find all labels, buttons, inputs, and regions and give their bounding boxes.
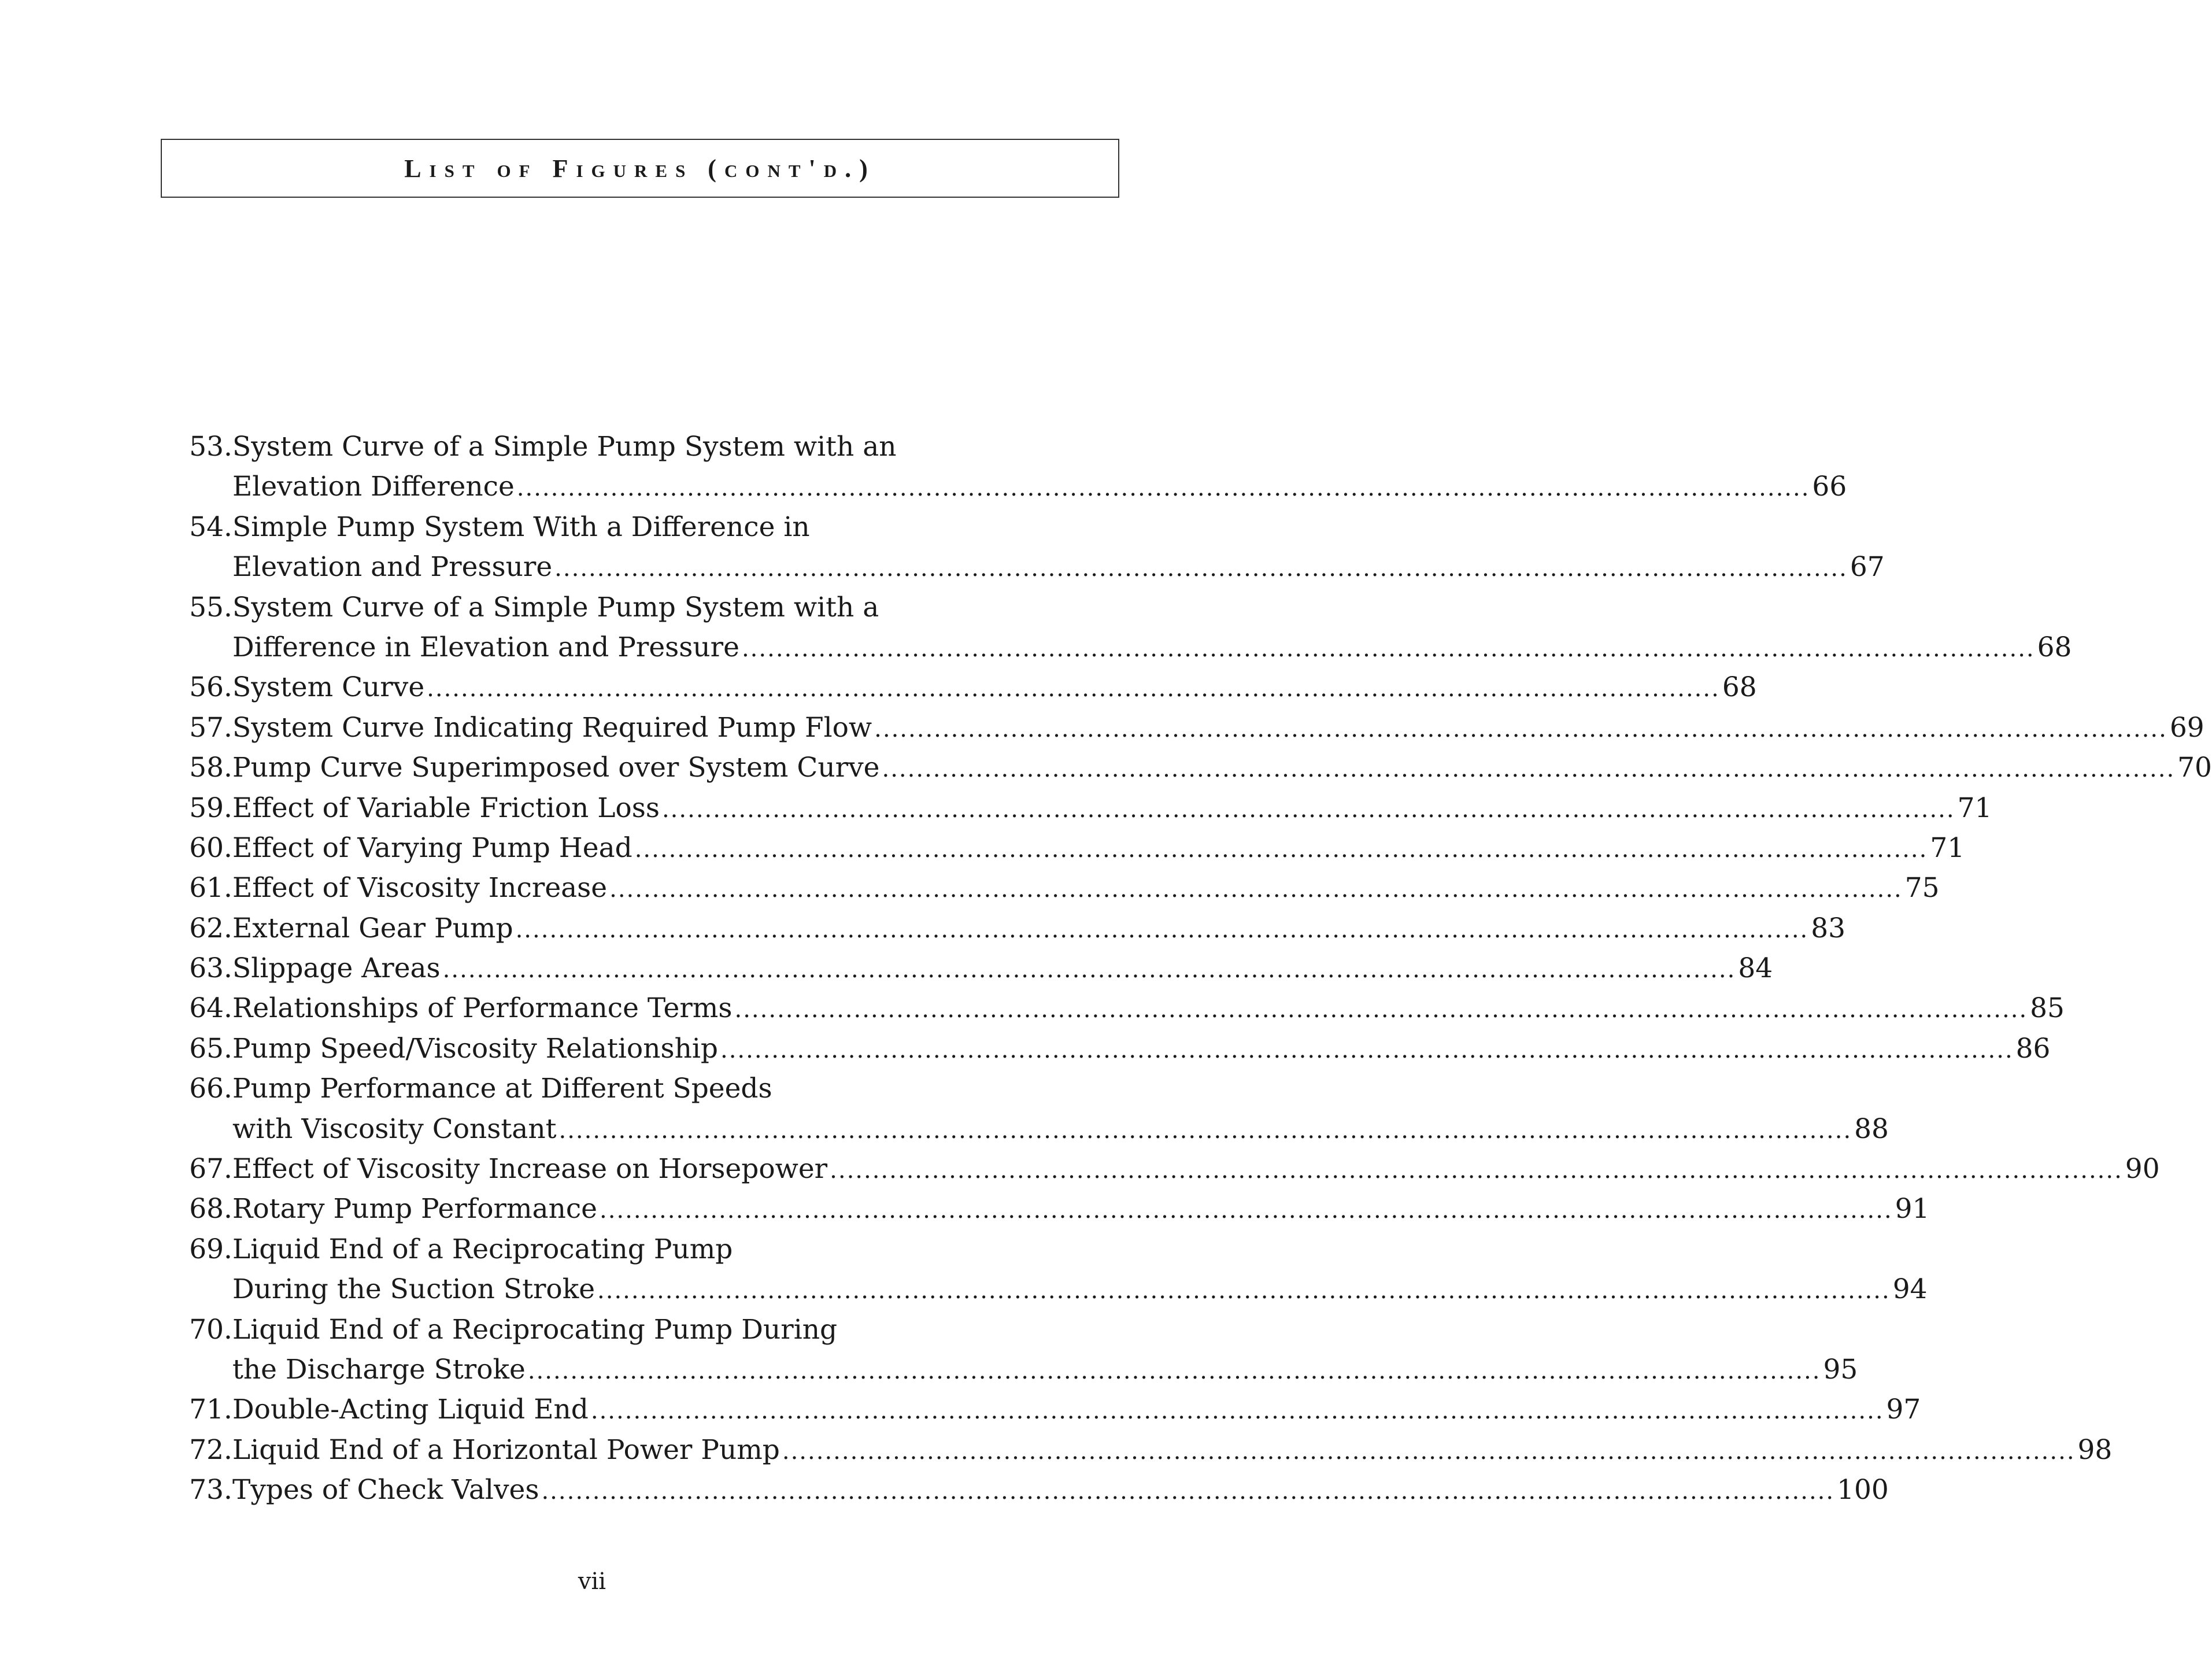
page-reference: 70 [2177, 752, 2212, 784]
leader-dots: ........................................................................................................................................................ [541, 1478, 1835, 1505]
figure-number: 72. [189, 1433, 232, 1466]
figure-entry[interactable] [177, 1390, 1921, 1429]
figure-number: 60. [189, 832, 232, 864]
page-reference: 95 [1823, 1353, 1858, 1385]
figure-title-line2: Elevation Difference [232, 471, 515, 503]
figure-title: System Curve [232, 671, 425, 704]
figure-entry[interactable] [177, 1189, 1930, 1229]
figure-number: 68. [189, 1193, 232, 1225]
figure-number: 69. [189, 1233, 232, 1265]
figure-number: 64. [189, 992, 232, 1025]
figure-entry[interactable] [177, 1069, 1889, 1149]
page-reference: 97 [1886, 1394, 1921, 1426]
figure-title: External Gear Pump [232, 912, 513, 944]
figure-title: Effect of Varying Pump Head [232, 832, 632, 864]
figure-number: 66. [189, 1073, 232, 1105]
page-reference: 68 [2037, 631, 2072, 663]
leader-dots: ........................................................................................................................................................ [741, 635, 2035, 662]
figure-entry[interactable] [177, 1029, 2051, 1069]
figure-number: 56. [189, 671, 232, 704]
figure-number: 61. [189, 872, 232, 904]
figure-title: Relationships of Performance Terms [232, 992, 733, 1025]
figure-number: 67. [189, 1153, 232, 1185]
leader-dots: ........................................................................................................................................................ [661, 796, 1955, 823]
leader-dots: ........................................................................................................................................................ [600, 1197, 1893, 1224]
figure-number: 65. [189, 1032, 232, 1065]
leader-dots: ........................................................................................................................................................ [882, 756, 2176, 783]
section-header-box [161, 139, 1119, 198]
figure-title: Slippage Areas [232, 952, 441, 985]
figure-entry[interactable] [177, 1310, 1858, 1390]
figure-title: Rotary Pump Performance [232, 1193, 597, 1225]
page-reference: 94 [1892, 1273, 1928, 1306]
figure-number: 59. [189, 792, 232, 824]
figure-title-line2: with Viscosity Constant [232, 1113, 557, 1145]
figure-number: 53. [189, 431, 232, 463]
page-reference: 71 [1930, 832, 1965, 864]
figure-title: Pump Curve Superimposed over System Curve [232, 752, 880, 784]
page-reference: 69 [2169, 711, 2204, 744]
figure-number: 70. [189, 1313, 232, 1346]
figure-entry[interactable] [177, 588, 2072, 668]
figure-title-line2: During the Suction Stroke [232, 1273, 595, 1306]
page-reference: 71 [1957, 792, 1992, 824]
figure-number: 71. [189, 1394, 232, 1426]
figure-number: 62. [189, 912, 232, 944]
leader-dots: ........................................................................................................................................................ [558, 1117, 1852, 1144]
figure-number: 73. [189, 1474, 232, 1506]
figure-entry[interactable] [177, 908, 1846, 948]
leader-dots: ........................................................................................................................................................ [427, 675, 1720, 703]
page-reference: 85 [2030, 992, 2065, 1025]
leader-dots: ........................................................................................................................................................ [515, 916, 1809, 943]
figure-entry[interactable] [177, 667, 1757, 707]
figure-title: Effect of Viscosity Increase on Horsepower [232, 1153, 828, 1185]
figure-title: Effect of Viscosity Increase [232, 872, 608, 904]
figure-entry[interactable] [177, 788, 1992, 828]
figure-title-line2: Elevation and Pressure [232, 551, 553, 583]
figure-entry[interactable] [177, 1229, 1928, 1310]
section-title: List of Figures (cont'd.) [404, 154, 876, 183]
figure-entry[interactable] [177, 1470, 1889, 1510]
figure-title-line1: Pump Performance at Different Speeds [232, 1073, 772, 1105]
figure-entry[interactable] [177, 828, 1965, 868]
figure-entry[interactable] [177, 748, 2212, 788]
figure-title-line1: Liquid End of a Reciprocating Pump During [232, 1313, 838, 1346]
page-reference: 68 [1722, 671, 1757, 704]
page-reference: 86 [2015, 1032, 2051, 1065]
page-number: vii [578, 1568, 606, 1595]
page-reference: 83 [1811, 912, 1846, 944]
leader-dots: ........................................................................................................................................................ [634, 836, 1928, 863]
figure-title-line2: the Discharge Stroke [232, 1353, 526, 1385]
leader-dots: ........................................................................................................................................................ [554, 555, 1848, 582]
leader-dots: ........................................................................................................................................................ [590, 1398, 1884, 1425]
figure-title: Types of Check Valves [232, 1474, 539, 1506]
page-reference: 91 [1895, 1193, 1930, 1225]
leader-dots: ........................................................................................................................................................ [527, 1357, 1821, 1384]
figure-entry[interactable] [177, 988, 2065, 1028]
page-reference: 88 [1854, 1113, 1889, 1145]
figure-title: Pump Speed/Viscosity Relationship [232, 1032, 718, 1065]
figure-title: Double-Acting Liquid End [232, 1394, 589, 1426]
figure-title-line1: System Curve of a Simple Pump System with an [232, 431, 897, 463]
figure-number: 58. [189, 752, 232, 784]
figure-title: System Curve Indicating Required Pump Flow [232, 711, 872, 744]
figure-title-line1: System Curve of a Simple Pump System with a [232, 591, 879, 623]
leader-dots: ........................................................................................................................................................ [516, 475, 1810, 502]
figure-title: Effect of Variable Friction Loss [232, 792, 660, 824]
figure-list [177, 427, 2212, 1510]
figure-title-line2: Difference in Elevation and Pressure [232, 631, 739, 663]
figure-title-line1: Simple Pump System With a Difference in [232, 511, 810, 543]
figure-entry[interactable] [177, 1430, 2113, 1470]
page-reference: 84 [1738, 952, 1773, 985]
figure-number: 57. [189, 711, 232, 744]
leader-dots: ........................................................................................................................................................ [597, 1277, 1891, 1305]
leader-dots: ........................................................................................................................................................ [874, 715, 2167, 742]
leader-dots: ........................................................................................................................................................ [442, 956, 1736, 984]
figure-entry[interactable] [177, 868, 1940, 908]
figure-entry[interactable] [177, 1149, 2160, 1189]
page-reference: 100 [1837, 1474, 1889, 1506]
figure-title-line1: Liquid End of a Reciprocating Pump [232, 1233, 733, 1265]
figure-entry[interactable] [177, 427, 1847, 507]
figure-number: 55. [189, 591, 232, 623]
figure-entry[interactable] [177, 948, 1773, 988]
page-reference: 66 [1812, 471, 1847, 503]
page-reference: 75 [1904, 872, 1940, 904]
leader-dots: ........................................................................................................................................................ [830, 1157, 2123, 1184]
leader-dots: ........................................................................................................................................................ [720, 1036, 2014, 1063]
page-reference: 90 [2125, 1153, 2160, 1185]
figure-number: 54. [189, 511, 232, 543]
figure-entry[interactable] [177, 507, 1885, 588]
leader-dots: ........................................................................................................................................................ [782, 1438, 2076, 1465]
page-reference: 98 [2077, 1433, 2113, 1466]
page-reference: 67 [1850, 551, 1885, 583]
figure-number: 63. [189, 952, 232, 985]
leader-dots: ........................................................................................................................................................ [609, 876, 1903, 903]
figure-entry[interactable] [177, 708, 2204, 748]
figure-title: Liquid End of a Horizontal Power Pump [232, 1433, 780, 1466]
leader-dots: ........................................................................................................................................................ [734, 996, 2028, 1024]
